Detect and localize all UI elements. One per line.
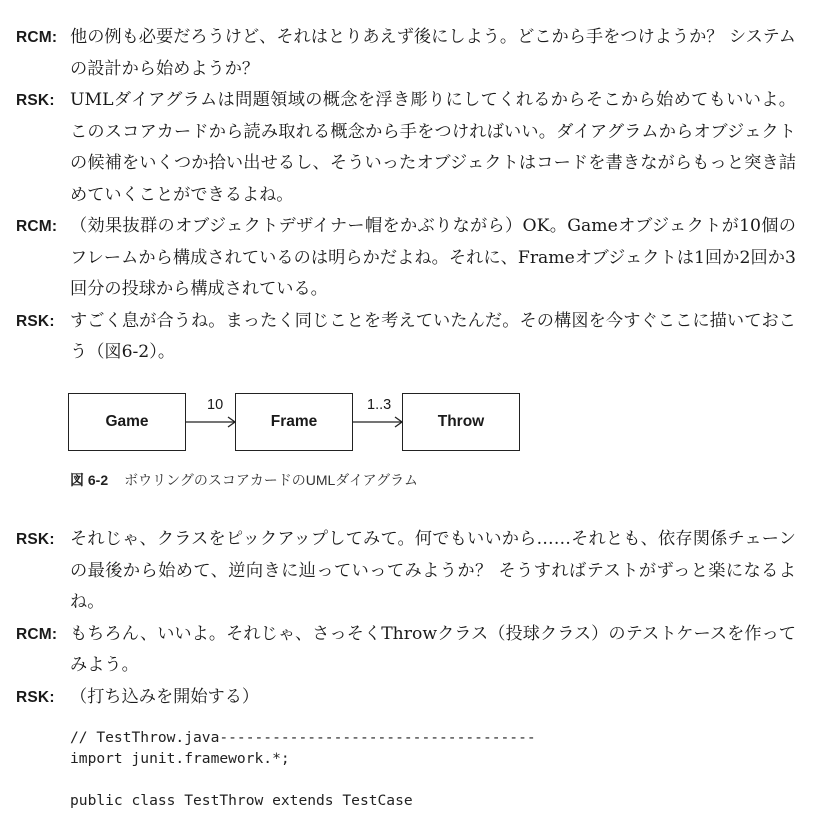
speaker-label: RCM:	[16, 625, 58, 643]
code-listing	[70, 727, 536, 811]
dialogue-text: それじゃ、クラスをピックアップしてみて。何でもいいから……それとも、依存関係チェーンの最後から始めて、逆向きに辿っていってみようか？ そうすればテストがずっと楽になるよね。	[70, 529, 796, 612]
dialogue-line	[16, 306, 796, 369]
figure-caption	[70, 470, 418, 490]
speaker-label: RCM:	[16, 218, 58, 235]
figure-number: 図 6-2	[70, 472, 109, 488]
class-name: Frame	[270, 413, 318, 430]
dialogue-bottom	[16, 524, 796, 713]
code-line: // TestThrow.java------------------------------------	[70, 729, 536, 746]
class-box-game	[68, 393, 186, 451]
dialogue-text: もちろん、いいよ。それじゃ、さっそくThrowクラス（投球クラス）のテストケースを作ってみよう。	[70, 623, 796, 675]
class-name: Game	[105, 413, 149, 430]
dialogue-line	[16, 211, 796, 306]
dialogue-line	[16, 619, 796, 682]
dialogue-text: すごく息が合うね。まったく同じことを考えていたんだ。その構図を今すぐここに描いておこう（図6-2）。	[70, 310, 796, 362]
code-line: public class TestThrow extends TestCase	[70, 792, 413, 809]
dialogue-line	[16, 22, 796, 85]
speaker-label: RSK:	[16, 92, 55, 109]
speaker-label: RSK:	[16, 531, 55, 548]
class-box-throw	[402, 393, 520, 451]
code-line: import junit.framework.*;	[70, 750, 290, 767]
caption-text: ボウリングのスコアカードのUMLダイアグラム	[124, 472, 419, 488]
multiplicity-label: 1..3	[367, 397, 392, 413]
uml-diagram	[68, 393, 528, 455]
dialogue-top	[16, 22, 796, 369]
code-blank-line	[70, 769, 536, 790]
dialogue-line	[16, 682, 796, 714]
speaker-label: RSK:	[16, 688, 55, 706]
dialogue-line	[16, 85, 796, 211]
speaker-label: RCM:	[16, 29, 58, 46]
class-box-frame	[235, 393, 353, 451]
dialogue-text: （打ち込みを開始する）	[70, 686, 260, 707]
class-name: Throw	[437, 413, 485, 430]
dialogue-line	[16, 524, 796, 619]
dialogue-text: （効果抜群のオブジェクトデザイナー帽をかぶりながら）OK。Gameオブジェクトが10個のフレームから構成されているのは明らかだよね。それに、Frameオブジェクトは1回か2回か3回分の投球から構成されている。	[70, 216, 796, 299]
speaker-label: RSK:	[16, 312, 55, 330]
dialogue-text: UMLダイアグラムは問題領域の概念を浮き彫りにしてくれるからそこから始めてもいいよ。このスコアカードから読み取れる概念から手をつければいい。ダイアグラムからオブジェクトの候補をいくつか拾い出せるし、そういったオブジェクトはコードを書きながらもっと突き詰めていくことができるよね。	[70, 90, 796, 205]
multiplicity-label: 10	[207, 397, 224, 413]
dialogue-text: 他の例も必要だろうけど、それはとりあえず後にしよう。どこから手をつけようか？ システムの設計から始めようか？	[70, 27, 796, 79]
